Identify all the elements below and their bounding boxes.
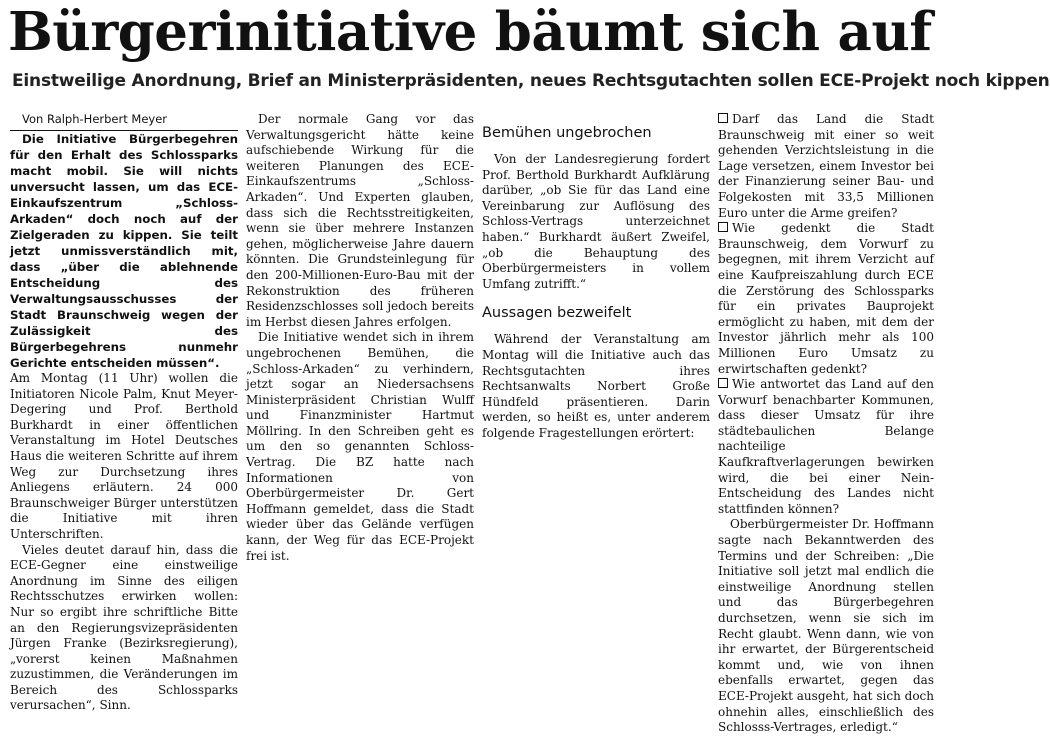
body-paragraph: Während der Veranstaltung am Montag will die Initiative auch das Rechtsgutachten ihres Rechtsanwalts Norbert Große Hündfeld präsentieren. Darin werden, so heißt es, unter anderem folgende Fragestellungen erörtert: — [482, 332, 710, 440]
byline: Von Ralph-Herbert Meyer — [10, 112, 238, 131]
checkbox-square-icon — [718, 378, 728, 388]
body-paragraph: Die Initiative wendet sich in ihrem ungebrochenen Bemühen, die „Schloss-Arkaden“ zu verhindern, jetzt sogar an Niedersachsens Ministerpräsident Christian Wulff und Finanzminister Hartmut Möllring. In den Schreiben geht es um den so genannten Schloss-Vertrag. Die BZ hatte nach Informationen von Oberbürgermeister Dr. Gert Hoffmann gemeldet, dass die Stadt wieder über das Gelände verfügen kann, der Weg für das ECE-Projekt frei ist. — [246, 330, 474, 563]
body-paragraph: Vieles deutet darauf hin, dass die ECE-Gegner eine einstweilige Anordnung im Sinne des eiligen Rechtsschutzes erwirken wollen: Nur so ergibt ihre schriftliche Bitte an den Regierungsvizepräsidenten Jürgen Franke (Bezirksregierung), „vorerst keinen Maßnahmen zuzustimmen, die Veränderungen im Bereich des Schlossparks verursachen“, Sinn. — [10, 542, 238, 713]
subheading-aussagen: Aussagen bezweifelt — [482, 305, 632, 322]
body-paragraph: Oberbürgermeister Dr. Hoffmann sagte nach Bekanntwerden des Termins und der Schreiben: „Die Initiative soll jetzt mal endlich die einstweilige Anordnung stellen und das Bürgerbegehren durchsetzen, wenn sie sich im Recht glaubt. Wenn dann, wie von ihr erwartet, der Bürgerentscheid kommt und, wie von ihnen ebenfalls erwartet, gegen das ECE-Projekt ausgeht, hat sich doch ohnehin alles, einschließlich des Schlosss-Vertrages, erledigt.“ — [718, 517, 934, 735]
checkbox-square-icon — [718, 222, 728, 232]
column-3 — [482, 112, 710, 578]
question-item — [718, 112, 934, 221]
headline: Bürgerinitiative bäumt sich auf — [8, 1, 932, 63]
column-4 — [718, 112, 934, 735]
checkbox-square-icon — [718, 113, 728, 123]
column-2 — [246, 112, 474, 578]
question-text: Wie gedenkt die Stadt Braunschweig, dem Vorwurf zu begegnen, mit ihrem Verzicht auf eine Kaufpreiszahlung durch ECE die Zerstörung des Schlossparks für ein privates Bauprojekt ermöglicht zu haben, mit dem der Investor jährlich mehr als 100 Millionen Euro Umsatz zu erwirtschaften gedenkt? — [718, 221, 934, 376]
lead-paragraph: Die Initiative Bürgerbegehren für den Erhalt des Schlossparks macht mobil. Sie will nichts unversucht lassen, um das ECE-Einkaufszentrum „Schloss-Arkaden“ doch noch auf der Zielgeraden zu kippen. Sie teilt jetzt unmissverständlich mit, dass „über die ablehnende Entscheidung des Verwaltungsausschusses der Stadt Braunschweig wegen der Zulässigkeit des Bürgerbegehrens nunmehr Gerichte entscheiden müssen“. — [10, 132, 238, 370]
body-paragraph: Der normale Gang vor das Verwaltungsgericht hätte keine aufschiebende Wirkung für die weiteren Planungen des ECE-Einkaufszentrums „Schloss-Arkaden“. Und Experten glauben, dass sich die Rechtsstreitigkeiten, wenn sie über mehrere Instanzen gehen, möglicherweise Jahre dauern könnten. Die Grundsteinlegung für den 200-Millionen-Euro-Bau mit der Rekonstruktion des früheren Residenzschlosses soll jedoch bereits im Herbst diesen Jahres erfolgen. — [246, 112, 474, 329]
column-1 — [10, 112, 238, 713]
question-text: Wie antwortet das Land auf den Vorwurf benachbarter Kommunen, dass dieser Umsatz für ihre städtebaulichen Belange nachteilige Kaufkraftverlagerungen bewirken wird, die bei einer Nein-Entscheidung des Landes nicht stattfinden können? — [718, 377, 934, 516]
question-item — [718, 377, 934, 517]
body-paragraph: Von der Landesregierung fordert Prof. Berthold Burkhardt Aufklärung darüber, „ob Sie für das Land eine Vereinbarung zur Auflösung des Schloss-Vertrags unterzeichnet haben.“ Burkhardt äußert Zweifel, „ob die Behauptung des Oberbürgermeisters in vollem Umfang zutrifft.“ — [482, 152, 710, 291]
question-text: Darf das Land die Stadt Braunschweig mit einer so weit gehenden Verzichtsleistung in die Lage versetzen, einem Investor bei der Finanzierung seiner Bau- und Folgekosten mit 33,5 Millionen Euro unter die Arme greifen? — [718, 112, 934, 220]
subheadline: Einstweilige Anordnung, Brief an Ministerpräsidenten, neues Rechtsgutachten sollen ECE-Projekt noch kippen — [12, 71, 1050, 91]
question-item — [718, 221, 934, 377]
body-paragraph: Am Montag (11 Uhr) wollen die Initiatoren Nicole Palm, Knut Meyer-Degering und Prof. Berthold Burkhardt in einer öffentlichen Veranstaltung im Hotel Deutsches Haus die weiteren Schritte auf ihrem Weg zur Durchsetzung ihres Anliegens erläutern. 24 000 Braunschweiger Bürger unterstützen die Initiative mit ihren Unterschriften. — [10, 371, 238, 541]
subheading-bemuehen: Bemühen ungebrochen — [482, 125, 652, 141]
